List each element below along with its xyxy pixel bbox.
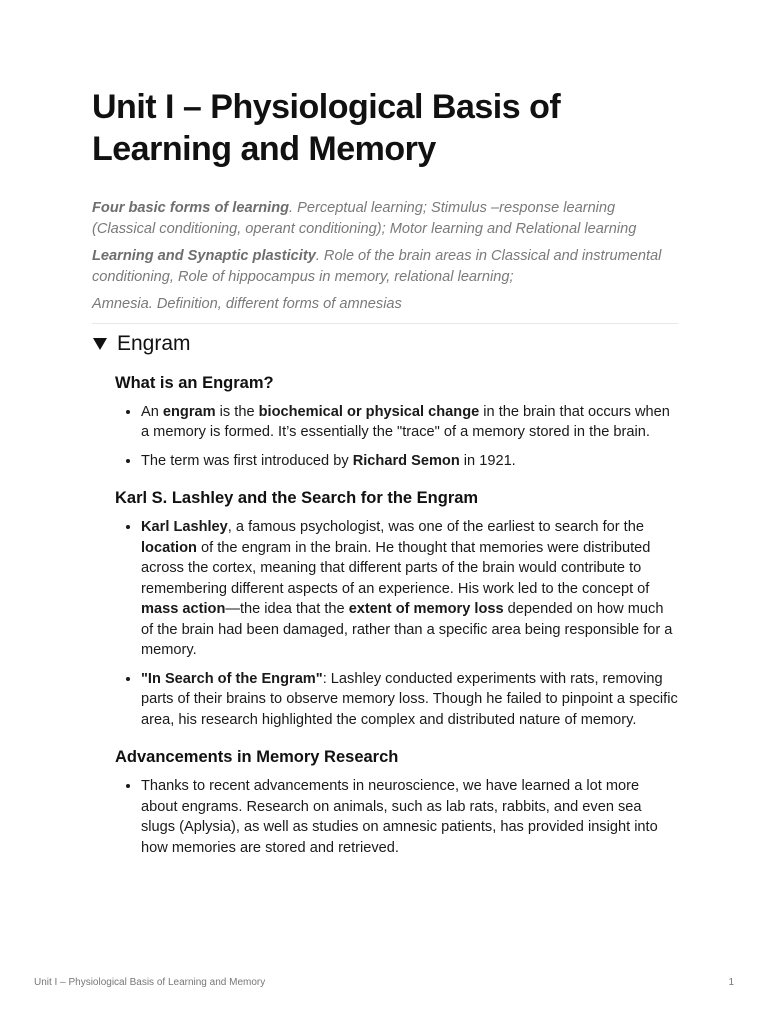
list-item <box>141 776 678 858</box>
summary-line-3 <box>92 294 678 315</box>
section-heading-lashley: Karl S. Lashley and the Search for the Engram <box>115 489 479 507</box>
bold-text: location <box>141 539 197 556</box>
section-heading-advancements: Advancements in Memory Research <box>115 748 399 766</box>
section-heading-what-is-engram: What is an Engram? <box>115 373 274 392</box>
page-title: Unit I – Physiological Basis of Learning and Memory <box>92 88 561 168</box>
bold-text: biochemical or physical change <box>258 403 480 420</box>
text-run: in 1921. <box>459 452 516 469</box>
bold-text: Karl Lashley <box>141 519 228 535</box>
text-run: An <box>141 403 163 420</box>
summary-line-1 <box>92 198 678 239</box>
toggle-content <box>115 372 678 859</box>
toggle-title: Engram <box>117 331 191 355</box>
text-run: The term was first introduced by <box>141 452 353 469</box>
text-run: in the brain that occurs when a memory is formed. It’s essentially the "trace" of a memory stored in the brain. <box>141 403 670 440</box>
summary-line-2-bold: Learning and Synaptic plasticity <box>92 248 316 264</box>
list-item <box>141 402 678 443</box>
bold-text: engram <box>162 403 216 420</box>
section-divider <box>92 323 678 324</box>
bullet-list-what-is-engram <box>115 402 678 472</box>
summary-line-1-text: . Perceptual learning; Stimulus –response learning (Classical conditioning, operant conditioning); Motor learning and Relational learning <box>92 200 637 237</box>
footer-page-number: 1 <box>728 977 734 988</box>
text-run: —the idea that the <box>225 601 349 617</box>
toggle-triangle-down-icon[interactable] <box>93 338 107 350</box>
text-run: Thanks to recent advancements in neuroscience, we have learned a lot more about engrams. Research on animals, such as lab rats, rabbits, and even sea slugs (Aplysia), as well as studies on amnesic patients, has provided insight into how memories are stored and retrieved. <box>141 778 658 856</box>
bullet-list-advancements <box>115 776 678 858</box>
list-item <box>141 669 678 731</box>
bullet-list-lashley <box>115 517 678 730</box>
list-item <box>141 451 678 472</box>
bold-text: "In Search of the Engram" <box>141 670 323 687</box>
bold-text: extent of memory loss <box>348 601 504 617</box>
summary-line-1-bold: Four basic forms of learning <box>92 200 290 216</box>
summary-block <box>92 198 678 315</box>
page-footer <box>34 977 734 988</box>
summary-line-2 <box>92 246 678 287</box>
text-run: : Lashley conducted experiments with rats, removing parts of their brains to observe memory loss. Though he failed to pinpoint a specific area, his research highlighted the complex and distributed nature of memory. <box>141 670 678 728</box>
footer-title: Unit I – Physiological Basis of Learning and Memory <box>34 977 266 988</box>
bold-text: mass action <box>141 601 226 617</box>
document-page <box>92 86 678 874</box>
summary-line-3-text: Amnesia. Definition, different forms of amnesias <box>92 296 402 312</box>
bold-text: Richard Semon <box>352 452 460 469</box>
text-run: is the <box>215 403 259 420</box>
engram-toggle[interactable] <box>92 332 678 356</box>
text-run: depended on how much of the brain had been damaged, rather than a specific area being responsible for a memory. <box>141 601 673 658</box>
summary-line-2-text: . Role of the brain areas in Classical and instrumental conditioning, Role of hippocampus in memory, relational learning; <box>92 248 662 285</box>
text-run: of the engram in the brain. He thought that memories were distributed across the cortex, meaning that different parts of the brain would contribute to remembering different aspects of an experience. His work led to the concept of <box>141 539 651 597</box>
text-run: , a famous psychologist, was one of the earliest to search for the <box>227 519 644 535</box>
list-item <box>141 517 678 661</box>
